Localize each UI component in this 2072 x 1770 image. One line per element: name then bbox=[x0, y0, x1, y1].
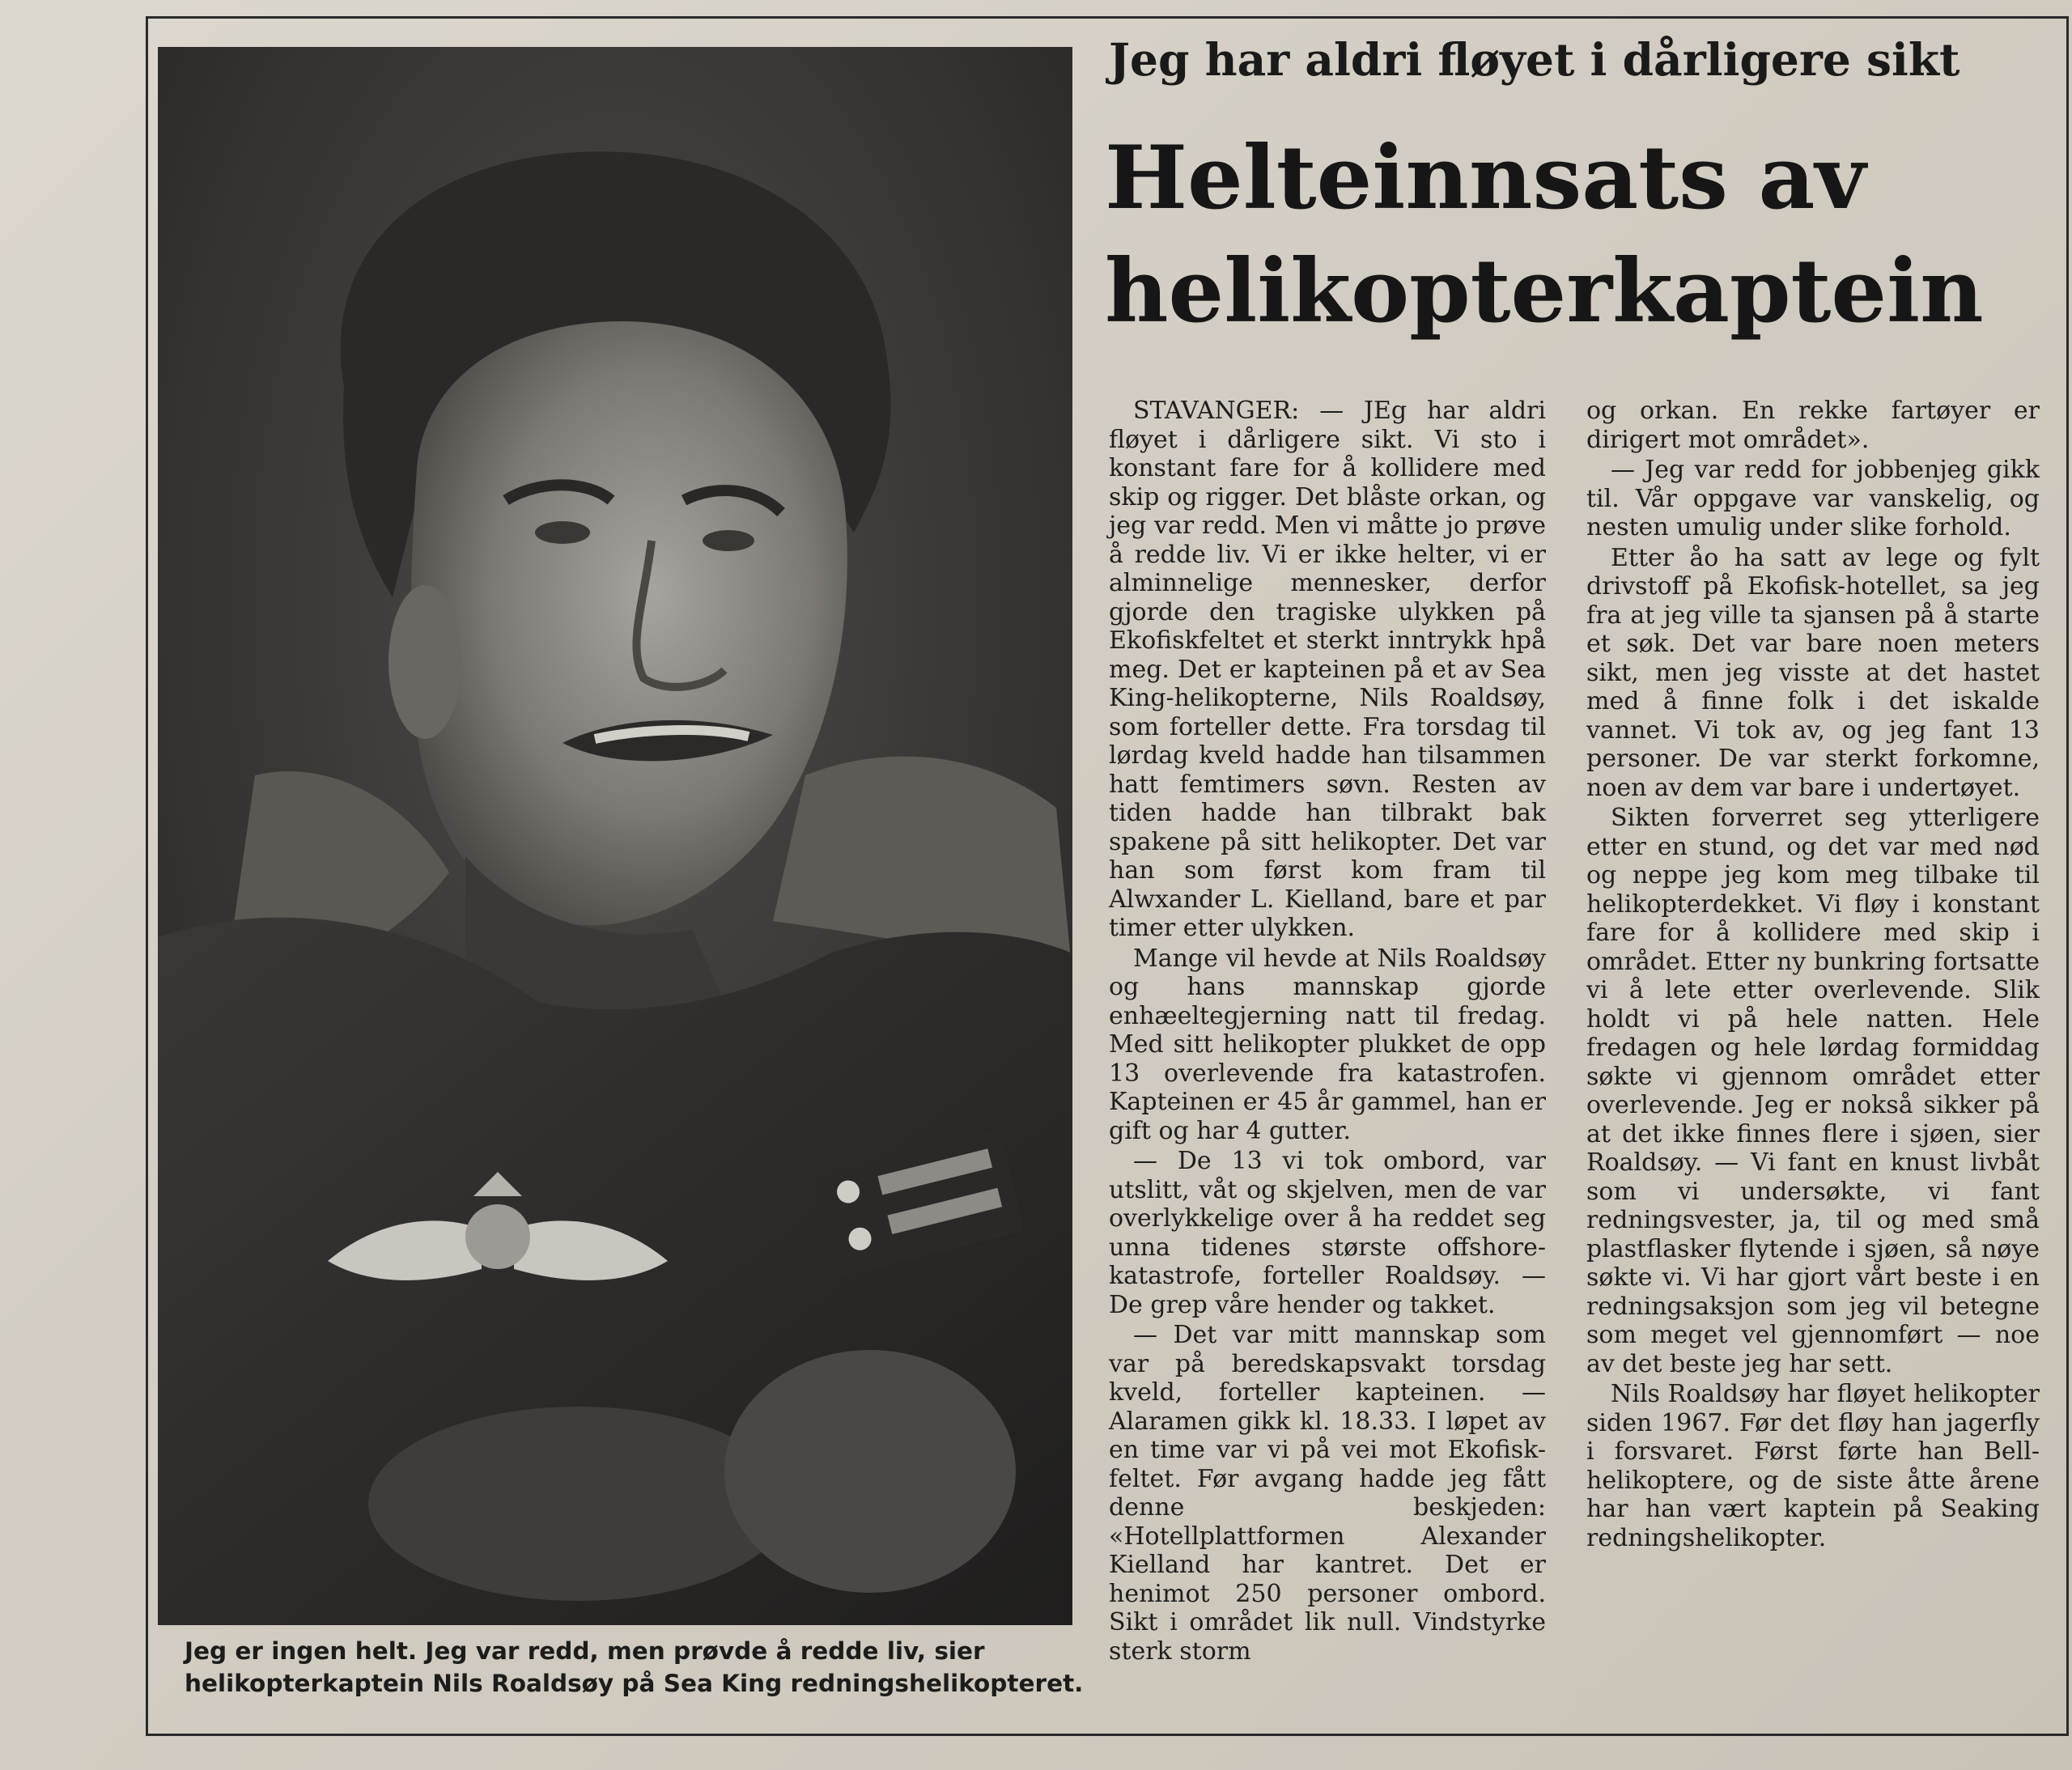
kicker-headline: Jeg har aldri fløyet i dårligere sikt bbox=[1109, 33, 1960, 86]
paragraph: STAVANGER: — JEg har aldri fløyet i dårligere sikt. Vi sto i konstant fare for å kollidere med skip og rigger. Det blåste orkan, og jeg var redd. Men vi måtte jo prøve å redde liv. Vi er ikke helter, vi er alminnelige mennesker, derfor gjorde den tragiske ulykken på Ekofiskfeltet et sterkt inntrykk hpå meg. Det er kapteinen på et av Sea King-helikopterne, Nils Roaldsøy, som forteller dette. Fra torsdag til lørdag kveld hadde han tilsammen hatt femtimers søvn. Resten av tiden hadde han tilbrakt bak spakene på sitt helikopter. Det var han som først kom fram til Alwxander L. Kielland, bare et par timer etter ulykken. bbox=[1109, 397, 1546, 942]
paragraph: Nils Roaldsøy har fløyet helikopter siden 1967. Før det fløy han jagerfly i forsvaret. Først førte han Bell-helikoptere, og de siste åtte årene har han vært kaptein på Seaking redningshelikopter. bbox=[1586, 1380, 2040, 1552]
article-column-1 bbox=[1109, 397, 1546, 1667]
portrait-photo bbox=[158, 47, 1072, 1625]
main-headline bbox=[1105, 121, 2044, 348]
paragraph: — De 13 vi tok ombord, var utslitt, våt og skjelven, men de var overlykkelige over å ha reddet seg unna tidenes største offshore-katastrofe, forteller Roaldsøy. — De grep våre hender og takket. bbox=[1109, 1147, 1546, 1319]
headline-line-2: helikopterkaptein bbox=[1105, 240, 1984, 342]
paragraph: — Jeg var redd for jobbenjeg gikk til. Vår oppgave var vanskelig, og nesten umulig under slike forhold. bbox=[1586, 456, 2040, 541]
photo-caption: Jeg er ingen helt. Jeg var redd, men prøvde å redde liv, sier helikopterkaptein Nils Roaldsøy på Sea King redningshelikopteret. bbox=[185, 1637, 1084, 1697]
paragraph: Mange vil hevde at Nils Roaldsøy og hans mannskap gjorde enhæeltegjerning natt til fredag. Med sitt helikopter plukket de opp 13 overlevende fra katastrofen. Kapteinen er 45 år gammel, han er gift og har 4 gutter. bbox=[1109, 944, 1546, 1145]
paragraph: og orkan. En rekke fartøyer er dirigert mot området». bbox=[1586, 397, 2040, 454]
paragraph: Sikten forverret seg ytterligere etter en stund, og det var med nød og neppe jeg kom meg tilbake til helikopterdekket. Vi fløy i konstant fare for å kollidere med skip i området. Etter ny bunkring fortsatte vi å lete etter overlevende. Slik holdt vi på hele natten. Hele fredagen og hele lørdag formiddag søkte vi gjennom området etter overlevende. Jeg er nokså sikker på at det ikke finnes flere i sjøen, sier Roaldsøy. — Vi fant en knust livbåt som vi undersøkte, vi fant redningsvester, ja, til og med små plastflasker flytende i sjøen, så nøye søkte vi. Vi har gjort vårt beste i en redningsaksjon som jeg vil betegne som meget vel gjennomført — noe av det beste jeg har sett. bbox=[1586, 804, 2040, 1378]
headline-line-1: Helteinnsats av bbox=[1105, 127, 1866, 229]
paragraph: Etter åo ha satt av lege og fylt drivstoff på Ekofisk-hotellet, sa jeg fra at jeg ville ta sjansen på å starte et søk. Det var bare noen meters sikt, men jeg visste at det hastet med å finne folk i det iskalde vannet. Vi tok av, og jeg fant 13 personer. De var sterkt forkomne, noen av dem var bare i undertøyet. bbox=[1586, 543, 2040, 802]
article-column-2 bbox=[1586, 397, 2040, 1554]
paragraph: — Det var mitt mannskap som var på beredskapsvakt torsdag kveld, forteller kapteinen. — Alaramen gikk kl. 18.33. I løpet av en time var vi på vei mot Ekofisk-feltet. Før avgang hadde jeg fått denne beskjeden: «Hotellplattformen Alexander Kielland har kantret. Det er henimot 250 personer ombord. Sikt i området lik null. Vindstyrke sterk storm bbox=[1109, 1321, 1546, 1666]
